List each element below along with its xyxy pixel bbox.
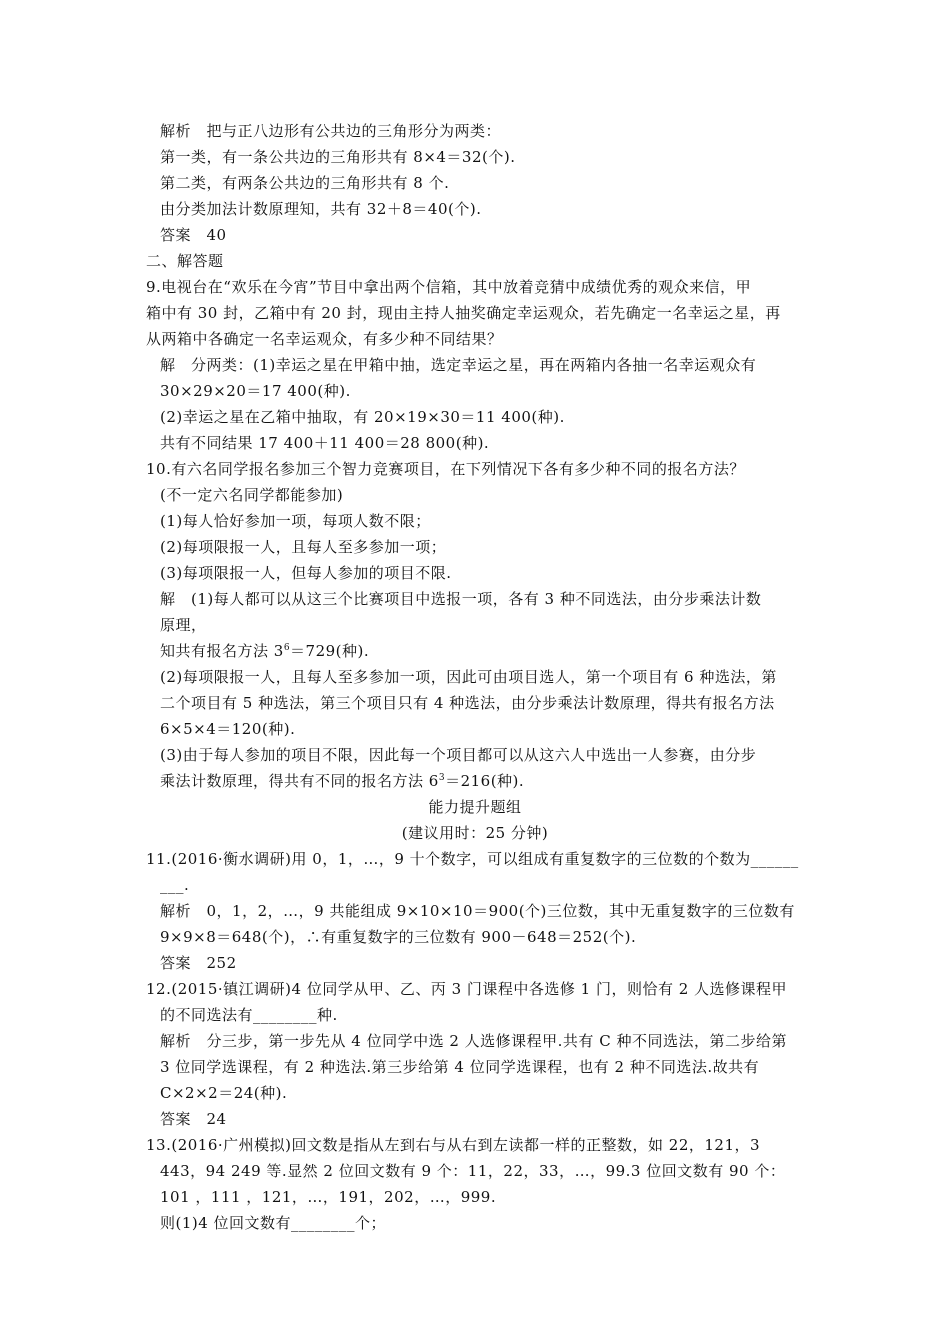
section-heading: 二、解答题	[146, 252, 224, 270]
solution-line: (3)由于每人参加的项目不限，因此每一个项目都可以从这六人中选出一人参赛，由分步	[160, 746, 757, 764]
question-line: (2)每项限报一人，且每人至多参加一项；	[160, 538, 447, 556]
text-span: ＝729(种).	[290, 642, 370, 660]
text-span: ＝216(种).	[445, 772, 525, 790]
exponent: 3	[438, 773, 446, 783]
text-line: 第二类，有两条公共边的三角形共有 8 个.	[160, 174, 450, 192]
solution-line: 30×29×20＝17 400(种).	[160, 382, 351, 400]
solution-line: 3 位同学选课程，有 2 种选法.第三步给第 4 位同学选课程，也有 2 种不同选法.故共有	[160, 1058, 760, 1076]
question-line: 则(1)4 位回文数有________个；	[160, 1214, 387, 1232]
solution-line: 9×9×8＝648(个)，∴有重复数字的三位数有 900－648＝252(个).	[160, 928, 637, 946]
question-line: 443，94 249 等.显然 2 位回文数有 9 个：11，22，33，…，99.3 位回文数有 90 个：	[160, 1162, 786, 1180]
question-line: (1)每人恰好参加一项，每项人数不限；	[160, 512, 431, 530]
solution-line: (2)每项限报一人，且每人至多参加一项，因此可由项目选人，第一个项目有 6 种选法，第	[160, 668, 777, 686]
question-line: 从两箱中各确定一名幸运观众，有多少种不同结果？	[146, 330, 503, 348]
solution-line: 原理，	[160, 616, 207, 634]
text-line: 解析 把与正八边形有公共边的三角形分为两类：	[160, 122, 502, 140]
solution-line: 解析 分三步，第一步先从 4 位同学中选 2 人选修课程甲.共有 C 种不同选法，第二步给第	[160, 1032, 787, 1050]
solution-line: 解 (1)每人都可以从这三个比赛项目中选报一项，各有 3 种不同选法，由分步乘法计数	[160, 590, 762, 608]
question-line: 的不同选法有________种.	[160, 1006, 338, 1024]
question-line: 9.电视台在“欢乐在今宵”节目中拿出两个信箱，其中放着竞猜中成绩优秀的观众来信，甲	[146, 278, 752, 296]
question-line: 11.(2016·衡水调研)用 0，1，…，9 十个数字，可以组成有重复数字的三位数的个数为______	[146, 850, 799, 868]
solution-line: 解析 0，1，2，…，9 共能组成 9×10×10＝900(个)三位数，其中无重复数字的三位数有	[160, 902, 795, 920]
solution-line	[160, 771, 524, 791]
solution-line: (2)幸运之星在乙箱中抽取，有 20×19×30＝11 400(种).	[160, 408, 565, 426]
text-line: 第一类，有一条公共边的三角形共有 8×4＝32(个).	[160, 148, 516, 166]
question-line: 箱中有 30 封，乙箱中有 20 封，现由主持人抽奖确定幸运观众，若先确定一名幸运之星，再	[146, 304, 781, 322]
solution-line: C×2×2＝24(种).	[160, 1084, 288, 1102]
solution-line: 共有不同结果 17 400＋11 400＝28 800(种).	[160, 434, 490, 452]
time-hint: (建议用时：25 分钟)	[401, 824, 549, 842]
solution-line: 二个项目有 5 种选法，第三个项目只有 4 种选法，由分步乘法计数原理，得共有报名方法	[160, 694, 775, 712]
answer-line: 答案 40	[160, 226, 227, 244]
question-line: 13.(2016·广州模拟)回文数是指从左到右与从右到左读都一样的正整数，如 22，121，3	[146, 1136, 761, 1154]
text-span: 乘法计数原理，得共有不同的报名方法 6	[160, 772, 439, 790]
answer-line: 答案 24	[160, 1110, 227, 1128]
question-line: (不一定六名同学都能参加)	[160, 486, 344, 504]
text-span: 知共有报名方法 3	[160, 642, 284, 660]
solution-line	[160, 641, 369, 661]
solution-line: 6×5×4＝120(种).	[160, 720, 296, 738]
question-line: 10.有六名同学报名参加三个智力竞赛项目，在下列情况下各有多少种不同的报名方法？	[146, 460, 745, 478]
exponent: 6	[283, 643, 291, 653]
question-line: ___.	[160, 876, 190, 894]
question-line: 12.(2015·镇江调研)4 位同学从甲、乙、丙 3 门课程中各选修 1 门，则恰有 2 人选修课程甲	[146, 980, 788, 998]
solution-line: 解 分两类：(1)幸运之星在甲箱中抽，选定幸运之星，再在两箱内各抽一名幸运观众有	[160, 356, 757, 374]
group-heading: 能力提升题组	[428, 798, 522, 816]
question-line: (3)每项限报一人，但每人参加的项目不限.	[160, 564, 452, 582]
text-line: 由分类加法计数原理知，共有 32＋8＝40(个).	[160, 200, 482, 218]
answer-line: 答案 252	[160, 954, 237, 972]
question-line: 101 ，111 ，121，…，191，202，…，999.	[160, 1188, 497, 1206]
